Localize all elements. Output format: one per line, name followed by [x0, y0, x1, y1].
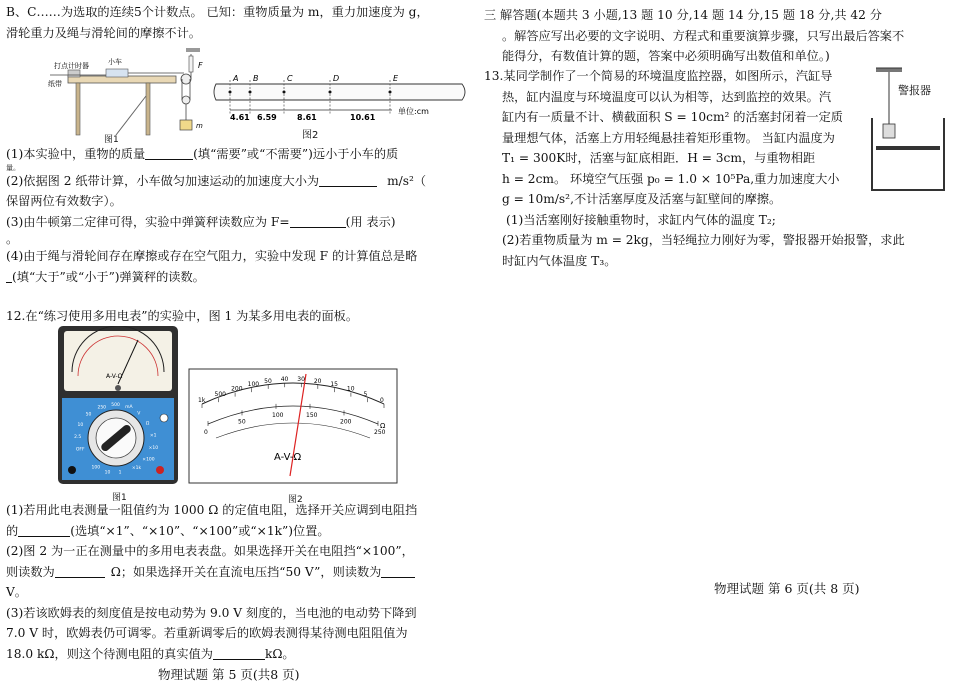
- tape-unit: 单位:cm: [398, 107, 429, 116]
- q11-3-cont: 。: [6, 232, 19, 246]
- section-line-3: 能得分，有数值计算的题，答案中必须明确写出数值和单位。): [502, 49, 830, 63]
- intro-line-2: 滑轮重力及绳与滑轮间的摩擦不计。: [6, 25, 201, 40]
- force-label: F: [198, 61, 203, 70]
- q11-1-cont: 量。: [6, 163, 20, 172]
- ohm-scale-3: 100: [247, 381, 260, 389]
- ohm-scale-10: 5: [363, 391, 368, 399]
- q13-q2-cont: 时缸内气体温度 T₃。: [502, 253, 617, 268]
- q11-4: (4)由于绳与滑轮间存在摩擦或存在空气阻力，实验中发现 F 的计算值总是略: [6, 249, 418, 263]
- dial-label-1: 2.5: [74, 434, 82, 440]
- q13-line-1: 13.某同学制作了一个简易的环境温度监控器，如图所示，汽缸导: [484, 69, 833, 83]
- q12-2: (2)图 2 为一正在测量中的多用电表表盘。如果选择开关在电阻挡“×100”，: [6, 544, 414, 558]
- tape-dot-B: [249, 91, 252, 94]
- dial-label-2: 10: [77, 422, 84, 428]
- dial-label-10: ×10: [148, 446, 159, 452]
- tape-dot-E: [389, 91, 392, 94]
- q12-2-cont: 则读数为 Ω；如果选择开关在直流电压挡“50 V”，则读数为: [6, 562, 417, 583]
- tape-dist-0: 4.61: [230, 113, 250, 122]
- dial-label-4: 250: [97, 405, 107, 411]
- dial-label-9: ×1: [149, 433, 157, 439]
- dial-label-13: 1: [118, 470, 122, 476]
- timer-label: 打点计时器: [54, 62, 89, 70]
- ohm-scale-0: 1k: [198, 397, 206, 404]
- tape-dist-3: 10.61: [350, 113, 376, 122]
- ohm-scale-8: 15: [330, 381, 339, 389]
- q12-fig2-caption: 图2: [288, 495, 303, 505]
- alarm-cylinder-figure: [868, 66, 948, 202]
- tape-point-C: C: [287, 74, 293, 83]
- ohm-scale-2: 200: [231, 385, 243, 393]
- q13-line-3: 缸内有一质量不计、横截面积 S = 10cm² 的活塞封闭着一定质: [502, 110, 843, 124]
- ohm-scale-9: 10: [346, 385, 355, 393]
- q12-title: 12.在“练习使用多用电表”的实验中，图 1 为某多用电表的面板。: [6, 309, 359, 323]
- left-footer: 物理试题 第 5 页(共8 页): [158, 667, 300, 682]
- dial-label-5: 500: [111, 403, 120, 409]
- dial-label-8: Ω: [145, 421, 150, 427]
- q12-3: (3)若该欧姆表的刻度值是按电动势为 9.0 V 刻度的，当电池的电动势下降到: [6, 605, 417, 620]
- fig1-caption: 图1: [104, 135, 119, 145]
- dial-label-11: ×100: [142, 457, 155, 463]
- q12-3-b: 7.0 V 时，欧姆表仍可调零。若重新调零后的欧姆表测得某待测电阻阻值为: [6, 626, 408, 640]
- meter-face-figure: [188, 368, 398, 486]
- v-scale-3: 150: [306, 411, 318, 419]
- face-meter-label: A-V-Ω: [274, 452, 302, 463]
- q12-1: (1)若用此电表测量一阻值约为 1000 Ω 的定值电阻，选择开关应调到电阻挡: [6, 503, 418, 517]
- tape-figure: [212, 70, 474, 126]
- dial-label-15: 100: [91, 465, 101, 471]
- tape-dot-D: [329, 91, 332, 94]
- section-line-1: 三 解答题(本题共 3 小题,13 题 10 分,14 题 14 分,15 题 18 分,共 42 分: [484, 8, 882, 22]
- device-meter-label: A-V-Ω: [106, 373, 123, 380]
- cart-apparatus-figure: [46, 48, 216, 140]
- q11-1: (1)本实验中，重物的质量 (填“需要”或“不需要”)远小于小车的质: [6, 147, 399, 161]
- tape-point-B: B: [253, 74, 259, 83]
- dial-label-0: OFF: [75, 447, 85, 453]
- tape-dot-C: [283, 91, 286, 94]
- alarm-label: 警报器: [898, 84, 931, 97]
- tape-dist-2: 8.61: [297, 113, 317, 122]
- q11-4-cont: (填“大于”或“小于”)弹簧秤的读数。: [6, 267, 426, 288]
- ohm-scale-11: 0: [380, 397, 384, 404]
- tape-point-A: A: [233, 74, 239, 83]
- v-scale-5: 250: [374, 429, 386, 436]
- dial-label-3: 50: [85, 412, 92, 418]
- tape-label: 纸带: [48, 80, 62, 88]
- ohm-scale-7: 20: [313, 377, 322, 385]
- q13-line-5: T₁ = 300K时，活塞与缸底相距．H = 3cm，与重物相距: [502, 151, 816, 165]
- ohm-scale-1: 500: [214, 391, 226, 399]
- q11-3: (3)由牛顿第二定律可得，实验中弹簧秤读数应为 F= (用 表示): [6, 214, 396, 229]
- v-scale-2: 100: [272, 411, 284, 419]
- q12-1-cont: 的 (选填“×1”、“×10”、“×100”或“×1k”)位置。: [6, 523, 330, 538]
- tape-dot-A: [229, 91, 232, 94]
- q13-line-2: 热，缸内温度与环境温度可以认为相等，达到监控的效果。汽: [502, 89, 832, 104]
- q11-2-cont: 保留两位有效数字）。: [6, 194, 122, 208]
- v-scale-4: 200: [340, 418, 352, 426]
- q12-2-end: V。: [6, 585, 27, 599]
- q13-line-4: 量理想气体，活塞上方用轻绳悬挂着矩形重物。 当缸内温度为: [502, 130, 835, 145]
- multimeter-device-figure: [56, 326, 180, 488]
- tape-point-E: E: [393, 74, 399, 83]
- q11-2: (2)依据图 2 纸带计算，小车做匀加速运动的加速度大小为 m/s²（: [6, 173, 427, 188]
- v-scale-0: 0: [204, 429, 208, 436]
- q12-fig1-caption: 图1: [112, 493, 127, 503]
- right-footer: 物理试题 第 6 页(共 8 页): [714, 581, 860, 596]
- dial-label-6: mA: [125, 405, 133, 411]
- dial-label-12: ×1k: [131, 465, 142, 471]
- q12-3-c: 18.0 kΩ，则这个待测电阻的真实值为 kΩ。: [6, 646, 295, 661]
- ohm-scale-5: 40: [280, 376, 289, 384]
- fig2-caption: 图2: [302, 130, 319, 141]
- q13-q1: (1)当活塞刚好接触重物时，求缸内气体的温度 T₂;: [506, 212, 776, 227]
- intro-line-1: B、C……为选取的连续5个计数点。 已知：重物质量为 m，重力加速度为 g，: [6, 5, 429, 19]
- q13-line-7: g = 10m/s²,不计活塞厚度及活塞与缸壁间的摩擦。: [502, 192, 782, 206]
- ohm-scale-4: 50: [264, 377, 272, 385]
- ohm-scale-6: 30: [297, 376, 305, 384]
- dial-label-7: V: [137, 411, 141, 417]
- dial-label-14: 10: [104, 470, 111, 476]
- cart-label: 小车: [108, 58, 122, 66]
- tape-dist-1: 6.59: [257, 113, 277, 122]
- ohm-symbol: Ω: [380, 422, 386, 430]
- mass-label: m: [196, 122, 203, 130]
- q13-q2: (2)若重物质量为 m = 2kg，当轻绳拉力刚好为零，警报器开始报警，求此: [502, 233, 905, 247]
- q13-line-6: h = 2cm。 环境空气压强 p₀ = 1.0 × 10⁵Pa,重力加速度大小: [502, 171, 840, 186]
- v-scale-1: 50: [238, 418, 246, 426]
- tape-point-D: D: [333, 74, 340, 83]
- section-line-2: 。解答应写出必要的文字说明、方程式和重要演算步骤，只写出最后答案不: [502, 28, 905, 43]
